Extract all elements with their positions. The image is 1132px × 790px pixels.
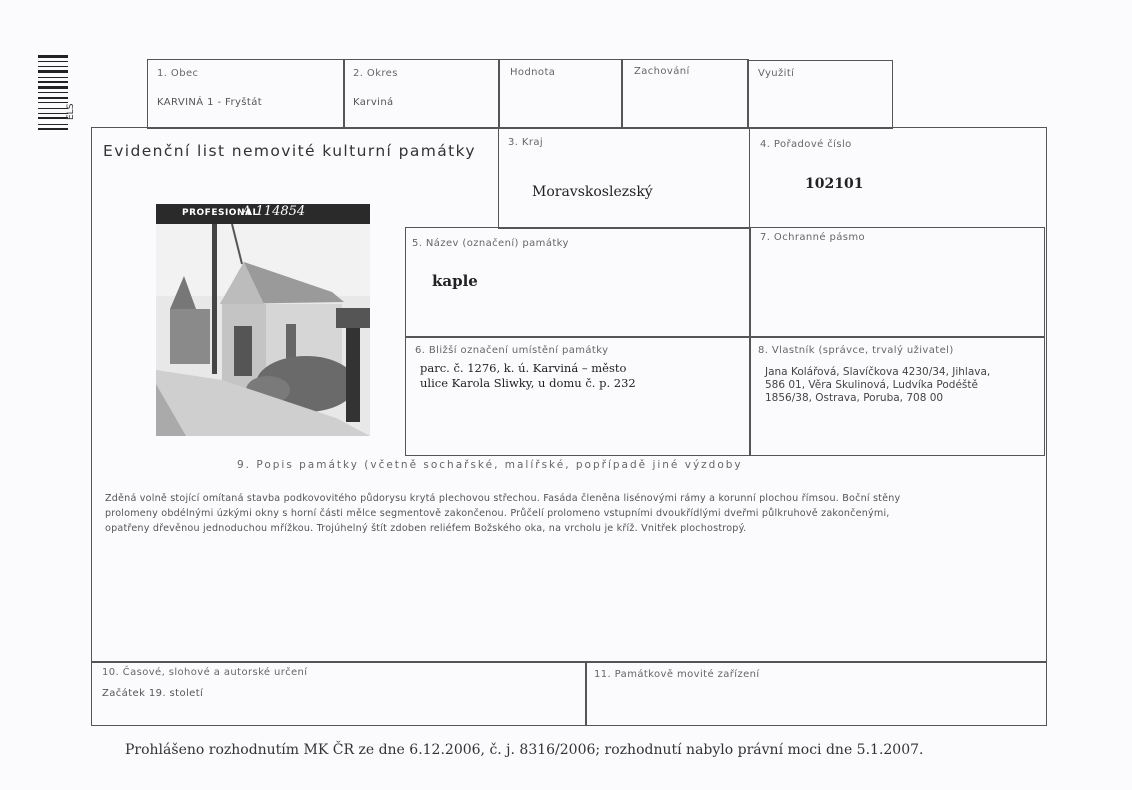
nazev-value: kaple	[432, 272, 478, 290]
cislo-value: 102101	[805, 176, 864, 192]
vyuziti-label: Využití	[758, 68, 795, 79]
obec-value: KARVINÁ 1 - Fryštát	[157, 97, 263, 108]
urceni-label: 10. Časové, slohové a autorské určení	[102, 667, 308, 678]
vlastnik-line: Jana Kolářová, Slavíčkova 4230/34, Jihlava,	[765, 366, 991, 378]
kraj-label: 3. Kraj	[508, 137, 544, 148]
vlastnik-line: 586 01, Věra Skulinová, Ludvíka Podéště	[765, 379, 978, 391]
barcode	[38, 55, 68, 143]
vlastnik-line: 1856/38, Ostrava, Poruba, 708 00	[765, 392, 944, 404]
monument-photo	[156, 204, 370, 436]
popis-line: opatřeny dřevěnou jednoduchou mřížkou. Trojúhelný štít zdoben reliéfem Božského oka, na vrcholu je kříž. Vnitřek plochostropý.	[105, 523, 747, 534]
zarizeni-label: 11. Památkově movité zařízení	[594, 669, 760, 680]
pasmo-box	[749, 227, 1045, 338]
cislo-label: 4. Pořadové číslo	[760, 139, 852, 150]
zachovani-label: Zachování	[634, 66, 690, 77]
declaration-text: Prohlášeno rozhodnutím MK ČR ze dne 6.12.2006, č. j. 8316/2006; rozhodnutí nabylo právní moci dne 5.1.2007.	[125, 742, 924, 758]
umisteni-line: parc. č. 1276, k. ú. Karviná – město	[420, 361, 627, 375]
umisteni-line: ulice Karola Sliwky, u domu č. p. 232	[420, 376, 636, 390]
form-title: Evidenční list nemovité kulturní památky	[103, 142, 477, 160]
umisteni-label: 6. Bližší označení umístění památky	[415, 345, 609, 356]
popis-label: 9. Popis památky (včetně sochařské, malířské, popřípadě jiné výzdoby	[237, 459, 743, 471]
popis-line: prolomeny obdélnými úzkými okny s horní části mělce segmentově zakončenou. Průčelí prolomeno vstupními dvoukřídlými dveřmi půlkruhově zakončenými,	[105, 508, 890, 519]
photo-code: A 114854	[242, 204, 306, 219]
urceni-value: Začátek 19. století	[102, 688, 204, 699]
okres-value: Karviná	[353, 97, 394, 108]
obec-label: 1. Obec	[157, 68, 199, 79]
hodnota-label: Hodnota	[510, 67, 556, 78]
popis-line: Zděná volně stojící omítaná stavba podkovovitého půdorysu krytá plechovou střechou. Fasáda členěna lisénovými rámy a korunní plochou římsou. Boční stěny	[105, 493, 901, 504]
pasmo-label: 7. Ochranné pásmo	[760, 232, 866, 243]
nazev-label: 5. Název (označení) památky	[412, 238, 569, 249]
barcode-side-text: ELS	[66, 103, 76, 120]
photo-label: PROFESIONAL	[182, 208, 259, 218]
kraj-value: Moravskoslezský	[532, 184, 653, 200]
okres-label: 2. Okres	[353, 68, 398, 79]
vlastnik-label: 8. Vlastník (správce, trvalý uživatel)	[758, 345, 954, 356]
